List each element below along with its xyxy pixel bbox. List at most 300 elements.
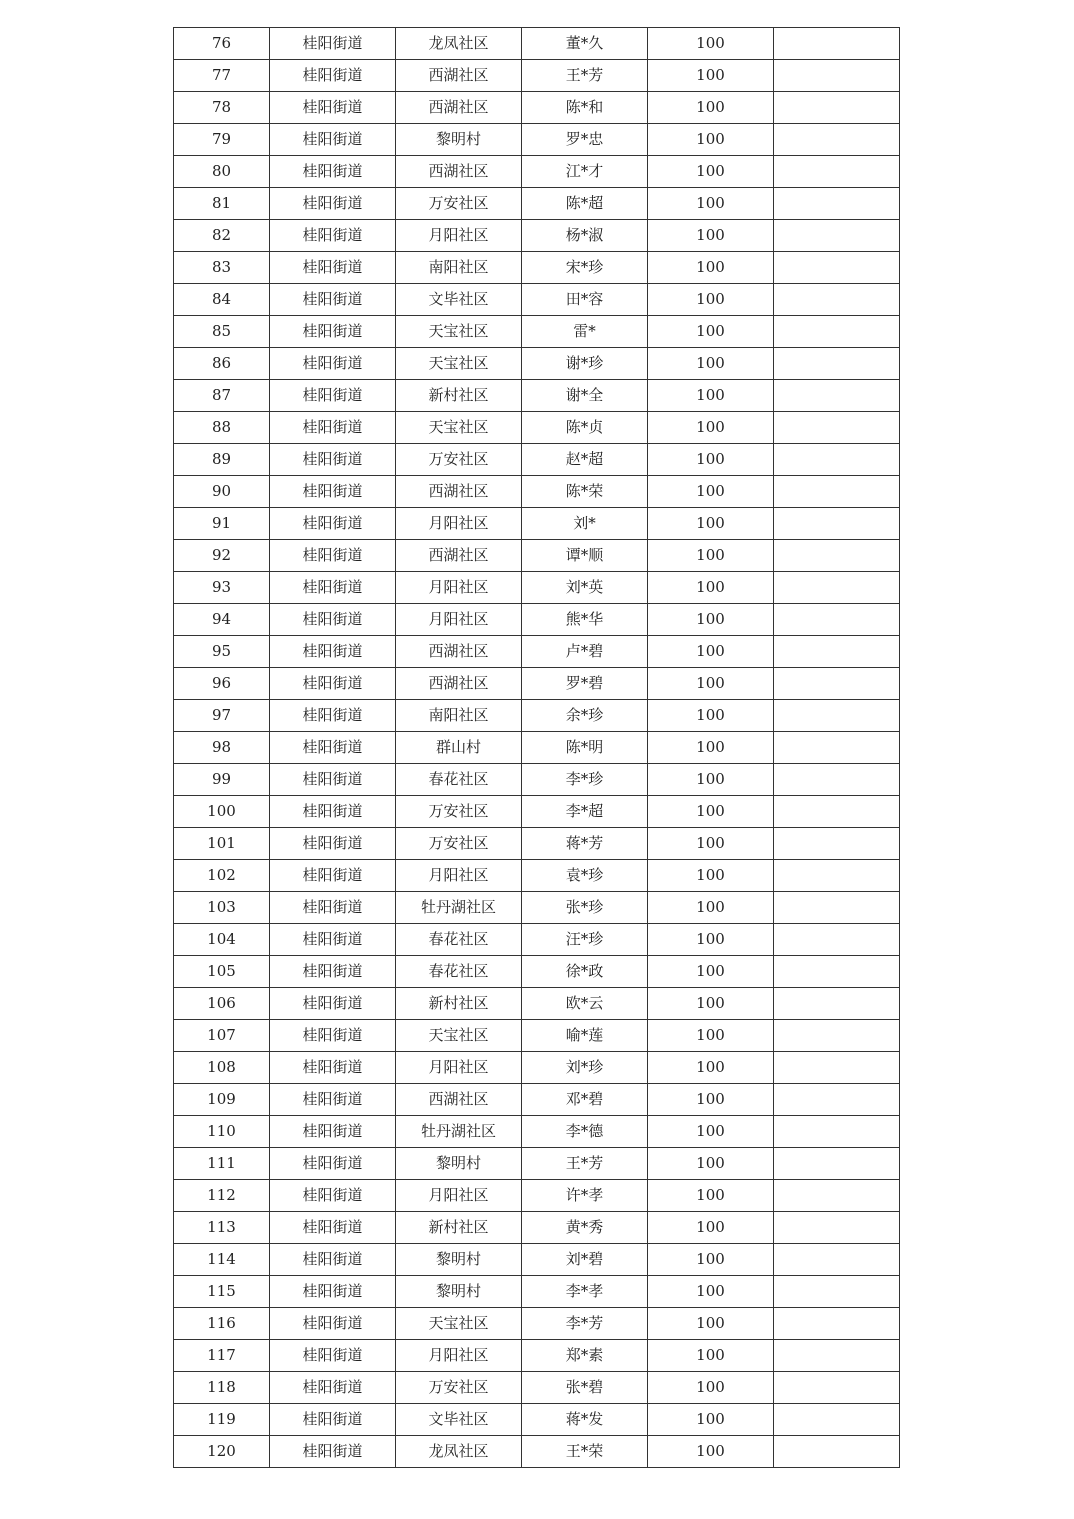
- street-cell: 桂阳街道: [270, 1276, 396, 1308]
- note-cell: [774, 1340, 900, 1372]
- table-row: [174, 1308, 900, 1340]
- community-cell: 月阳社区: [396, 1340, 522, 1372]
- street-cell: 桂阳街道: [270, 188, 396, 220]
- table-row: [174, 892, 900, 924]
- note-cell: [774, 540, 900, 572]
- street-cell: 桂阳街道: [270, 732, 396, 764]
- amount-cell: 100: [648, 348, 774, 380]
- note-cell: [774, 1180, 900, 1212]
- community-cell: 月阳社区: [396, 1180, 522, 1212]
- amount-cell: 100: [648, 700, 774, 732]
- name-cell: 王*荣: [522, 1436, 648, 1468]
- amount-cell: 100: [648, 60, 774, 92]
- street-cell: 桂阳街道: [270, 924, 396, 956]
- row-number-cell: 103: [174, 892, 270, 924]
- row-number-cell: 76: [174, 28, 270, 60]
- street-cell: 桂阳街道: [270, 636, 396, 668]
- table-row: [174, 796, 900, 828]
- amount-cell: 100: [648, 764, 774, 796]
- note-cell: [774, 1084, 900, 1116]
- street-cell: 桂阳街道: [270, 1340, 396, 1372]
- table-row: [174, 124, 900, 156]
- amount-cell: 100: [648, 956, 774, 988]
- note-cell: [774, 764, 900, 796]
- community-cell: 天宝社区: [396, 348, 522, 380]
- roster-table-body: [174, 28, 900, 1468]
- name-cell: 董*久: [522, 28, 648, 60]
- note-cell: [774, 892, 900, 924]
- street-cell: 桂阳街道: [270, 892, 396, 924]
- street-cell: 桂阳街道: [270, 220, 396, 252]
- note-cell: [774, 572, 900, 604]
- table-row: [174, 732, 900, 764]
- table-row: [174, 316, 900, 348]
- name-cell: 张*珍: [522, 892, 648, 924]
- amount-cell: 100: [648, 444, 774, 476]
- note-cell: [774, 156, 900, 188]
- row-number-cell: 79: [174, 124, 270, 156]
- name-cell: 宋*珍: [522, 252, 648, 284]
- amount-cell: 100: [648, 988, 774, 1020]
- community-cell: 群山村: [396, 732, 522, 764]
- note-cell: [774, 1404, 900, 1436]
- amount-cell: 100: [648, 636, 774, 668]
- community-cell: 月阳社区: [396, 1052, 522, 1084]
- community-cell: 春花社区: [396, 924, 522, 956]
- note-cell: [774, 60, 900, 92]
- row-number-cell: 102: [174, 860, 270, 892]
- row-number-cell: 84: [174, 284, 270, 316]
- community-cell: 天宝社区: [396, 316, 522, 348]
- table-row: [174, 1116, 900, 1148]
- street-cell: 桂阳街道: [270, 1308, 396, 1340]
- community-cell: 新村社区: [396, 1212, 522, 1244]
- amount-cell: 100: [648, 1436, 774, 1468]
- note-cell: [774, 636, 900, 668]
- community-cell: 西湖社区: [396, 476, 522, 508]
- amount-cell: 100: [648, 92, 774, 124]
- community-cell: 新村社区: [396, 988, 522, 1020]
- row-number-cell: 100: [174, 796, 270, 828]
- name-cell: 李*珍: [522, 764, 648, 796]
- amount-cell: 100: [648, 284, 774, 316]
- row-number-cell: 118: [174, 1372, 270, 1404]
- name-cell: 陈*荣: [522, 476, 648, 508]
- street-cell: 桂阳街道: [270, 1148, 396, 1180]
- table-row: [174, 444, 900, 476]
- street-cell: 桂阳街道: [270, 540, 396, 572]
- row-number-cell: 90: [174, 476, 270, 508]
- community-cell: 黎明村: [396, 1148, 522, 1180]
- table-row: [174, 636, 900, 668]
- note-cell: [774, 444, 900, 476]
- table-row: [174, 284, 900, 316]
- row-number-cell: 112: [174, 1180, 270, 1212]
- row-number-cell: 119: [174, 1404, 270, 1436]
- community-cell: 西湖社区: [396, 92, 522, 124]
- name-cell: 田*容: [522, 284, 648, 316]
- community-cell: 月阳社区: [396, 572, 522, 604]
- name-cell: 邓*碧: [522, 1084, 648, 1116]
- row-number-cell: 77: [174, 60, 270, 92]
- community-cell: 万安社区: [396, 828, 522, 860]
- community-cell: 牡丹湖社区: [396, 1116, 522, 1148]
- community-cell: 月阳社区: [396, 220, 522, 252]
- community-cell: 春花社区: [396, 764, 522, 796]
- table-row: [174, 988, 900, 1020]
- amount-cell: 100: [648, 1244, 774, 1276]
- table-row: [174, 1436, 900, 1468]
- table-row: [174, 1276, 900, 1308]
- community-cell: 春花社区: [396, 956, 522, 988]
- community-cell: 西湖社区: [396, 636, 522, 668]
- table-row: [174, 700, 900, 732]
- name-cell: 赵*超: [522, 444, 648, 476]
- street-cell: 桂阳街道: [270, 1020, 396, 1052]
- table-row: [174, 1084, 900, 1116]
- name-cell: 袁*珍: [522, 860, 648, 892]
- note-cell: [774, 1020, 900, 1052]
- row-number-cell: 110: [174, 1116, 270, 1148]
- community-cell: 天宝社区: [396, 1308, 522, 1340]
- amount-cell: 100: [648, 476, 774, 508]
- street-cell: 桂阳街道: [270, 572, 396, 604]
- community-cell: 龙凤社区: [396, 28, 522, 60]
- row-number-cell: 99: [174, 764, 270, 796]
- name-cell: 王*芳: [522, 60, 648, 92]
- row-number-cell: 85: [174, 316, 270, 348]
- name-cell: 余*珍: [522, 700, 648, 732]
- name-cell: 刘*碧: [522, 1244, 648, 1276]
- table-row: [174, 60, 900, 92]
- table-row: [174, 252, 900, 284]
- table-row: [174, 540, 900, 572]
- table-row: [174, 1052, 900, 1084]
- amount-cell: 100: [648, 1404, 774, 1436]
- note-cell: [774, 220, 900, 252]
- street-cell: 桂阳街道: [270, 1436, 396, 1468]
- amount-cell: 100: [648, 412, 774, 444]
- street-cell: 桂阳街道: [270, 1244, 396, 1276]
- note-cell: [774, 92, 900, 124]
- row-number-cell: 91: [174, 508, 270, 540]
- amount-cell: 100: [648, 828, 774, 860]
- table-row: [174, 1340, 900, 1372]
- note-cell: [774, 1052, 900, 1084]
- table-row: [174, 860, 900, 892]
- amount-cell: 100: [648, 1020, 774, 1052]
- street-cell: 桂阳街道: [270, 60, 396, 92]
- name-cell: 谢*全: [522, 380, 648, 412]
- community-cell: 西湖社区: [396, 668, 522, 700]
- note-cell: [774, 604, 900, 636]
- amount-cell: 100: [648, 252, 774, 284]
- name-cell: 李*德: [522, 1116, 648, 1148]
- row-number-cell: 104: [174, 924, 270, 956]
- table-row: [174, 924, 900, 956]
- amount-cell: 100: [648, 860, 774, 892]
- row-number-cell: 108: [174, 1052, 270, 1084]
- name-cell: 杨*淑: [522, 220, 648, 252]
- name-cell: 黄*秀: [522, 1212, 648, 1244]
- row-number-cell: 117: [174, 1340, 270, 1372]
- community-cell: 万安社区: [396, 188, 522, 220]
- note-cell: [774, 412, 900, 444]
- name-cell: 罗*忠: [522, 124, 648, 156]
- row-number-cell: 111: [174, 1148, 270, 1180]
- row-number-cell: 92: [174, 540, 270, 572]
- name-cell: 雷*: [522, 316, 648, 348]
- name-cell: 陈*和: [522, 92, 648, 124]
- community-cell: 月阳社区: [396, 860, 522, 892]
- row-number-cell: 95: [174, 636, 270, 668]
- community-cell: 月阳社区: [396, 604, 522, 636]
- table-row: [174, 28, 900, 60]
- note-cell: [774, 860, 900, 892]
- street-cell: 桂阳街道: [270, 1180, 396, 1212]
- name-cell: 熊*华: [522, 604, 648, 636]
- amount-cell: 100: [648, 796, 774, 828]
- table-row: [174, 668, 900, 700]
- note-cell: [774, 956, 900, 988]
- row-number-cell: 97: [174, 700, 270, 732]
- street-cell: 桂阳街道: [270, 1084, 396, 1116]
- note-cell: [774, 348, 900, 380]
- community-cell: 月阳社区: [396, 508, 522, 540]
- community-cell: 黎明村: [396, 124, 522, 156]
- community-cell: 天宝社区: [396, 412, 522, 444]
- note-cell: [774, 28, 900, 60]
- table-row: [174, 348, 900, 380]
- amount-cell: 100: [648, 732, 774, 764]
- name-cell: 蒋*芳: [522, 828, 648, 860]
- amount-cell: 100: [648, 28, 774, 60]
- street-cell: 桂阳街道: [270, 700, 396, 732]
- table-row: [174, 476, 900, 508]
- community-cell: 万安社区: [396, 444, 522, 476]
- table-row: [174, 92, 900, 124]
- name-cell: 刘*珍: [522, 1052, 648, 1084]
- note-cell: [774, 828, 900, 860]
- street-cell: 桂阳街道: [270, 828, 396, 860]
- amount-cell: 100: [648, 1372, 774, 1404]
- community-cell: 西湖社区: [396, 60, 522, 92]
- name-cell: 刘*英: [522, 572, 648, 604]
- table-row: [174, 1372, 900, 1404]
- street-cell: 桂阳街道: [270, 156, 396, 188]
- amount-cell: 100: [648, 892, 774, 924]
- row-number-cell: 78: [174, 92, 270, 124]
- row-number-cell: 89: [174, 444, 270, 476]
- amount-cell: 100: [648, 1308, 774, 1340]
- roster-table: [173, 27, 900, 1468]
- amount-cell: 100: [648, 572, 774, 604]
- note-cell: [774, 1308, 900, 1340]
- street-cell: 桂阳街道: [270, 316, 396, 348]
- name-cell: 李*孝: [522, 1276, 648, 1308]
- table-row: [174, 188, 900, 220]
- street-cell: 桂阳街道: [270, 796, 396, 828]
- table-row: [174, 380, 900, 412]
- amount-cell: 100: [648, 1052, 774, 1084]
- row-number-cell: 113: [174, 1212, 270, 1244]
- table-row: [174, 412, 900, 444]
- row-number-cell: 120: [174, 1436, 270, 1468]
- row-number-cell: 82: [174, 220, 270, 252]
- community-cell: 西湖社区: [396, 540, 522, 572]
- note-cell: [774, 252, 900, 284]
- row-number-cell: 87: [174, 380, 270, 412]
- street-cell: 桂阳街道: [270, 1052, 396, 1084]
- street-cell: 桂阳街道: [270, 604, 396, 636]
- table-row: [174, 1180, 900, 1212]
- community-cell: 西湖社区: [396, 1084, 522, 1116]
- street-cell: 桂阳街道: [270, 476, 396, 508]
- name-cell: 刘*: [522, 508, 648, 540]
- name-cell: 李*芳: [522, 1308, 648, 1340]
- community-cell: 西湖社区: [396, 156, 522, 188]
- table-row: [174, 956, 900, 988]
- note-cell: [774, 188, 900, 220]
- note-cell: [774, 796, 900, 828]
- name-cell: 罗*碧: [522, 668, 648, 700]
- street-cell: 桂阳街道: [270, 508, 396, 540]
- note-cell: [774, 1372, 900, 1404]
- name-cell: 李*超: [522, 796, 648, 828]
- name-cell: 谢*珍: [522, 348, 648, 380]
- table-row: [174, 1244, 900, 1276]
- note-cell: [774, 476, 900, 508]
- table-row: [174, 572, 900, 604]
- community-cell: 南阳社区: [396, 252, 522, 284]
- row-number-cell: 94: [174, 604, 270, 636]
- community-cell: 龙凤社区: [396, 1436, 522, 1468]
- note-cell: [774, 124, 900, 156]
- street-cell: 桂阳街道: [270, 380, 396, 412]
- note-cell: [774, 1148, 900, 1180]
- street-cell: 桂阳街道: [270, 956, 396, 988]
- row-number-cell: 81: [174, 188, 270, 220]
- community-cell: 黎明村: [396, 1276, 522, 1308]
- note-cell: [774, 988, 900, 1020]
- note-cell: [774, 924, 900, 956]
- community-cell: 天宝社区: [396, 1020, 522, 1052]
- name-cell: 陈*贞: [522, 412, 648, 444]
- note-cell: [774, 316, 900, 348]
- street-cell: 桂阳街道: [270, 28, 396, 60]
- amount-cell: 100: [648, 156, 774, 188]
- community-cell: 文毕社区: [396, 284, 522, 316]
- row-number-cell: 93: [174, 572, 270, 604]
- amount-cell: 100: [648, 1148, 774, 1180]
- note-cell: [774, 732, 900, 764]
- name-cell: 喻*莲: [522, 1020, 648, 1052]
- community-cell: 南阳社区: [396, 700, 522, 732]
- street-cell: 桂阳街道: [270, 1372, 396, 1404]
- amount-cell: 100: [648, 220, 774, 252]
- name-cell: 张*碧: [522, 1372, 648, 1404]
- row-number-cell: 115: [174, 1276, 270, 1308]
- row-number-cell: 98: [174, 732, 270, 764]
- amount-cell: 100: [648, 1340, 774, 1372]
- note-cell: [774, 668, 900, 700]
- row-number-cell: 80: [174, 156, 270, 188]
- table-row: [174, 828, 900, 860]
- name-cell: 蒋*发: [522, 1404, 648, 1436]
- row-number-cell: 107: [174, 1020, 270, 1052]
- amount-cell: 100: [648, 188, 774, 220]
- amount-cell: 100: [648, 1116, 774, 1148]
- table-row: [174, 1020, 900, 1052]
- table-row: [174, 508, 900, 540]
- street-cell: 桂阳街道: [270, 444, 396, 476]
- amount-cell: 100: [648, 124, 774, 156]
- name-cell: 谭*顺: [522, 540, 648, 572]
- table-row: [174, 1212, 900, 1244]
- amount-cell: 100: [648, 540, 774, 572]
- community-cell: 万安社区: [396, 796, 522, 828]
- note-cell: [774, 1212, 900, 1244]
- name-cell: 陈*明: [522, 732, 648, 764]
- amount-cell: 100: [648, 380, 774, 412]
- community-cell: 文毕社区: [396, 1404, 522, 1436]
- amount-cell: 100: [648, 668, 774, 700]
- amount-cell: 100: [648, 1180, 774, 1212]
- row-number-cell: 83: [174, 252, 270, 284]
- note-cell: [774, 1244, 900, 1276]
- amount-cell: 100: [648, 316, 774, 348]
- street-cell: 桂阳街道: [270, 1116, 396, 1148]
- name-cell: 郑*素: [522, 1340, 648, 1372]
- note-cell: [774, 284, 900, 316]
- street-cell: 桂阳街道: [270, 988, 396, 1020]
- amount-cell: 100: [648, 1276, 774, 1308]
- note-cell: [774, 700, 900, 732]
- community-cell: 牡丹湖社区: [396, 892, 522, 924]
- note-cell: [774, 508, 900, 540]
- name-cell: 欧*云: [522, 988, 648, 1020]
- note-cell: [774, 1116, 900, 1148]
- table-row: [174, 220, 900, 252]
- row-number-cell: 106: [174, 988, 270, 1020]
- row-number-cell: 116: [174, 1308, 270, 1340]
- name-cell: 王*芳: [522, 1148, 648, 1180]
- row-number-cell: 114: [174, 1244, 270, 1276]
- street-cell: 桂阳街道: [270, 252, 396, 284]
- name-cell: 陈*超: [522, 188, 648, 220]
- amount-cell: 100: [648, 508, 774, 540]
- table-row: [174, 764, 900, 796]
- note-cell: [774, 1276, 900, 1308]
- row-number-cell: 96: [174, 668, 270, 700]
- table-row: [174, 1148, 900, 1180]
- street-cell: 桂阳街道: [270, 348, 396, 380]
- row-number-cell: 101: [174, 828, 270, 860]
- row-number-cell: 86: [174, 348, 270, 380]
- street-cell: 桂阳街道: [270, 1212, 396, 1244]
- community-cell: 黎明村: [396, 1244, 522, 1276]
- table-row: [174, 1404, 900, 1436]
- community-cell: 万安社区: [396, 1372, 522, 1404]
- name-cell: 徐*政: [522, 956, 648, 988]
- row-number-cell: 88: [174, 412, 270, 444]
- row-number-cell: 105: [174, 956, 270, 988]
- amount-cell: 100: [648, 604, 774, 636]
- amount-cell: 100: [648, 1212, 774, 1244]
- amount-cell: 100: [648, 924, 774, 956]
- amount-cell: 100: [648, 1084, 774, 1116]
- row-number-cell: 109: [174, 1084, 270, 1116]
